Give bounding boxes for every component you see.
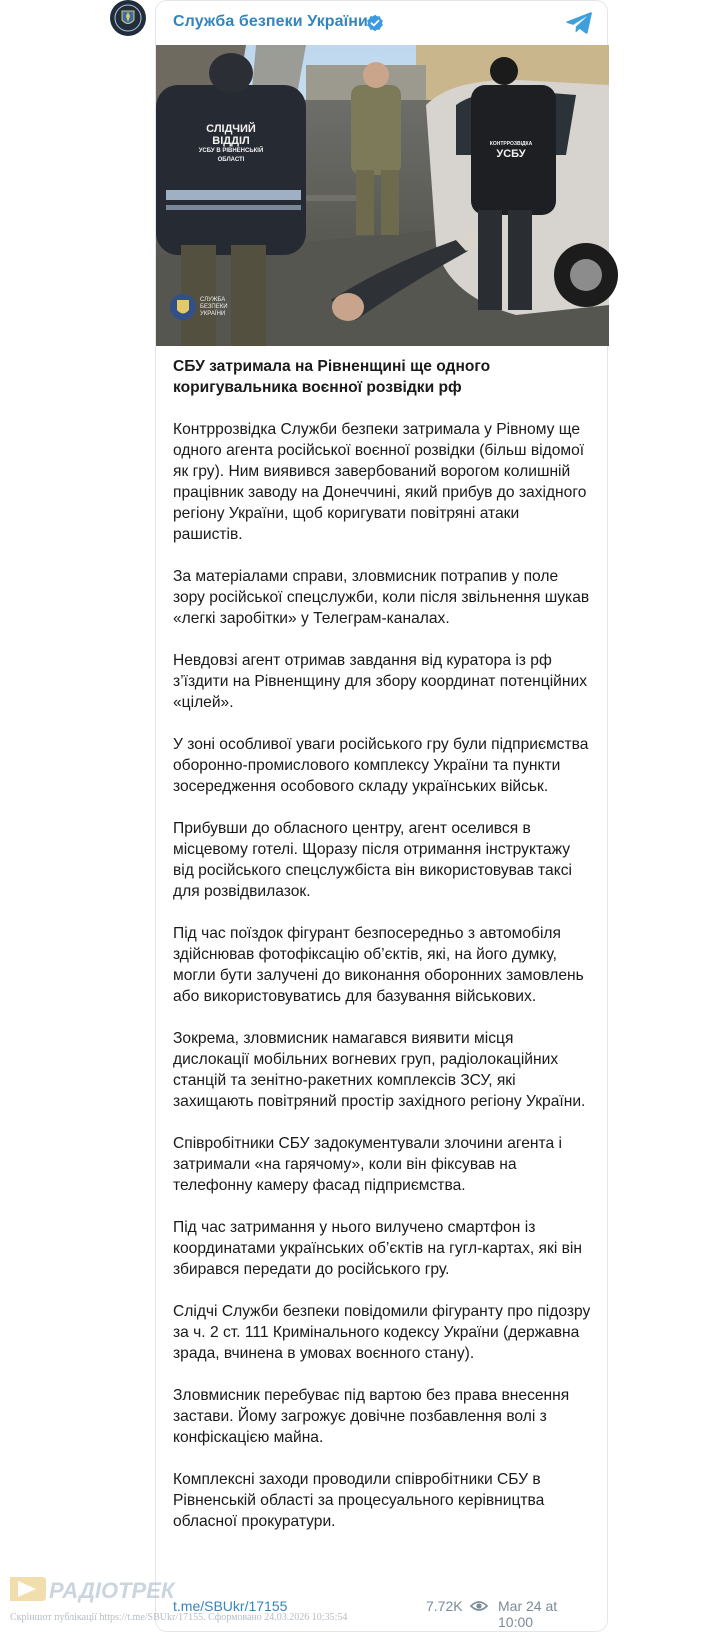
post-paragraph: Співробітники СБУ задокументували злочини агента і затримали «на гарячому», коли він фіксував на телефонну камеру фасад підприємства.: [173, 1135, 562, 1194]
vest-back-line-2: ВІДДІЛ: [212, 135, 250, 147]
post-paragraph: Зловмисник перебуває під вартою без права внесення застави. Йому загрожує довічне позбавлення волі з конфіскацією майна.: [173, 1387, 570, 1446]
radiotrek-watermark-logo: [8, 1571, 175, 1607]
photo-emblem-caption: [200, 297, 228, 318]
channel-avatar[interactable]: [110, 0, 146, 36]
verified-badge-icon: [366, 14, 384, 32]
telegram-icon[interactable]: [565, 11, 593, 35]
post-paragraph: Зокрема, зловмисник намагався виявити місця дислокації мобільних вогневих груп, радіолокаційних станцій та зенітно-ракетних комплексів ЗСУ, які захищають повітряний простір західного регіону України.: [173, 1030, 586, 1110]
post-date[interactable]: Mar 24 at 10:00: [498, 1598, 558, 1630]
watermark-note: Скріншот публікації https://t.me/SBUkr/17155. Сформовано 24.03.2026 10:35:54: [10, 1612, 348, 1623]
vest-right-text: [476, 140, 546, 161]
post-paragraph: Контррозвідка Служби безпеки затримала у Рівному ще одного агента російської воєнної розвідки (більш відомої як гру). Ним виявився завербований ворогом колишній працівник заводу на Донеччині, який прибув до західного регіону України, щоб коригувати повітряні атаки рашистів.: [173, 421, 587, 543]
sbu-emblem-icon: [110, 0, 146, 36]
post-paragraph: Під час затримання у нього вилучено смартфон із координатами українських об’єктів на гугл-картах, які він збирався передати до російського гру.: [173, 1219, 582, 1278]
views-count: 7.72K: [426, 1598, 463, 1614]
photo-emblem-line-2: БЕЗПЕКИ: [200, 304, 228, 310]
post-link[interactable]: t.me/SBUkr/17155: [173, 1598, 288, 1614]
post-text: [173, 356, 593, 1532]
post-card: [155, 0, 608, 1632]
post-header: [156, 1, 609, 45]
photo-emblem-line-1: СЛУЖБА: [200, 297, 226, 303]
vest-back-line-3: УСБУ В РІВНЕНСЬКІЙ: [198, 148, 264, 154]
post-paragraph: Слідчі Служби безпеки повідомили фігуранту про підозру за ч. 2 ст. 111 Кримінального кодексу України (державна зрада, вчинена в умовах воєнного стану).: [173, 1303, 591, 1362]
vest-back-text: [176, 123, 286, 165]
post-paragraph: У зоні особливої уваги російського гру були підприємства оборонно-промислового комплексу України та пункти зосередження особового складу українських військ.: [173, 736, 589, 795]
eye-icon: [470, 1599, 488, 1613]
post-paragraph: Прибувши до обласного центру, агент оселився в місцевому готелі. Щоразу після отримання інструктажу від російського спецслужбіста він використовував таксі для розвідвилазок.: [173, 820, 572, 900]
post-paragraph: Невдовзі агент отримав завдання від куратора із рф з’їздити на Рівненщину для збору координат потенційних «цілей».: [173, 652, 588, 711]
post-paragraph: Під час поїздок фігурант безпосередньо з автомобіля здійснював фотофіксацію об’єктів, які, на його думку, могли бути залучені до виконання оборонних замовлень або використовуватись для базування військових.: [173, 925, 584, 1005]
vest-right-line-2: УСБУ: [496, 148, 526, 160]
post-photo[interactable]: [156, 45, 609, 346]
post-paragraph: За матеріалами справи, зловмисник потрапив у поле зору російської спецслужби, коли після звільнення шукав «легкі заробітки» у Телеграм-каналах.: [173, 568, 590, 627]
vest-right-line-1: КОНТРРОЗВІДКА: [489, 141, 533, 147]
vest-back-line-4: ОБЛАСТІ: [217, 157, 245, 163]
post-paragraph: Комплексні заходи проводили співробітники СБУ в Рівненській області за процесуального керівництва обласної прокуратури.: [173, 1471, 545, 1530]
post-headline: СБУ затримала на Рівненщині ще одного коригувальника воєнної розвідки рф: [173, 358, 491, 396]
photo-emblem-line-3: УКРАЇНИ: [200, 311, 226, 317]
vest-back-line-1: СЛІДЧИЙ: [206, 123, 256, 135]
channel-name[interactable]: Служба безпеки України: [173, 13, 368, 30]
radiotrek-watermark-text: РАДІОТРЕК: [49, 1578, 175, 1603]
